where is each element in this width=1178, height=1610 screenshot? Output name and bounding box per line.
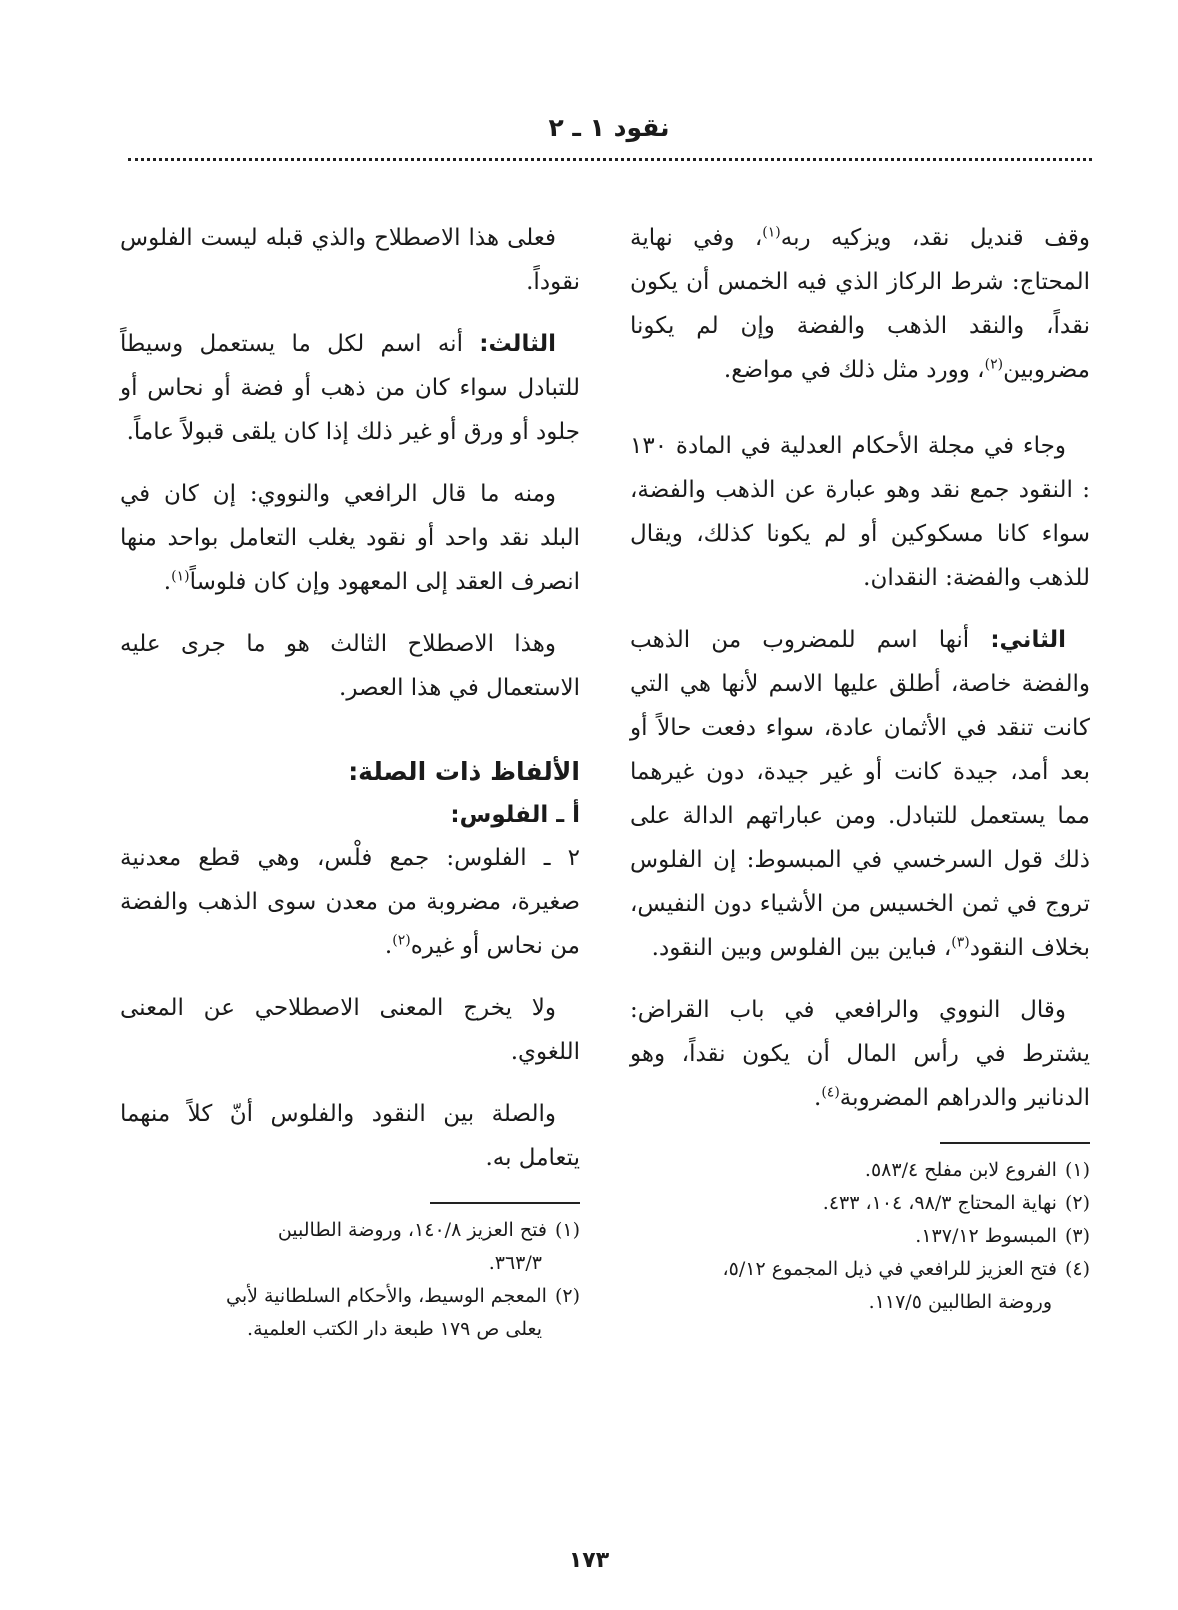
paragraph-text: ، وورد مثل ذلك في مواضع.: [723, 357, 985, 383]
footnote-text: المبسوط ١٣٧/١٢.: [915, 1225, 1057, 1247]
page-number: ١٧٣: [568, 1548, 610, 1573]
paragraph-text: ، فباين بين الفلوس وبين النقود.: [651, 935, 952, 961]
paragraph-text: ومنه ما قال الرافعي والنووي: إن كان في البلد نقد واحد أو نقود يغلب التعامل بواحد منها انصرف العقد إلى المعهود وإن كان فلوساً: [120, 481, 580, 595]
paragraph: ولا يخرج المعنى الاصطلاحي عن المعنى اللغوي.: [120, 995, 580, 1065]
paragraph-text: .: [163, 569, 172, 595]
footnote: [630, 1220, 1090, 1253]
footnote-rule: [430, 1202, 580, 1204]
footnote: [120, 1214, 580, 1247]
footnote-text: الفروع لابن مفلح ٥٨٣/٤.: [864, 1159, 1057, 1181]
definition-lead: الثالث:: [479, 331, 556, 357]
paragraph-text: ، وفي نهاية المحتاج: شرط الركاز الذي فيه الخمس أن يكون نقداً، والنقد الذهب والفضة وإن لم يكونا مضروبين: [630, 225, 1090, 383]
paragraph-text: أنها اسم للمضروب من الذهب والفضة خاصة، أطلق عليها الاسم لأنها هي التي كانت تنقد في الأثمان عادة، سواء دفعت حالاً أو بعد أمد، جيدة كانت أو غير جيدة، دون غيرهما مما يستعمل للتبادل. ومن عباراتهم الدالة على ذلك قول السرخسي في المبسوط: إن الفلوس تروج في ثمن الخسيس من الأشياء دون النفيس، بخلاف النقود: [630, 627, 1090, 961]
paragraph: [120, 836, 580, 968]
footnote-number: (٢): [554, 1285, 580, 1307]
footnote: [630, 1253, 1090, 1286]
dotted-header-rule: [128, 158, 1092, 161]
left-column: [120, 216, 580, 1346]
paragraph-text: .: [384, 933, 393, 959]
footnote-text: فتح العزيز ١٤٠/٨، وروضة الطالبين: [277, 1219, 547, 1241]
footnotes: [630, 1154, 1090, 1319]
paragraph: فعلى هذا الاصطلاح والذي قبله ليست الفلوس نقوداً.: [120, 225, 580, 295]
paragraph-text: ٢ ـ الفلوس: جمع فلْس، وهي قطع معدنية صغيرة، مضروبة من معدن سوى الذهب والفضة من نحاس أو غيره: [120, 845, 580, 959]
paragraph-text: أنه اسم لكل ما يستعمل وسيطاً للتبادل سواء كان من ذهب أو فضة أو نحاس أو جلود أو ورق أو غير ذلك إذا كان يلقى قبولاً عاماً.: [120, 331, 580, 445]
paragraph: [630, 988, 1090, 1120]
footnote-number: (٣): [1064, 1225, 1090, 1247]
footnote-text: فتح العزيز للرافعي في ذيل المجموع ٥/١٢،: [722, 1258, 1057, 1280]
paragraph-text: وقف قنديل نقد، ويزكيه ربه: [780, 225, 1090, 251]
paragraph: وهذا الاصطلاح الثالث هو ما جرى عليه الاستعمال في هذا العصر.: [120, 631, 580, 701]
footnote-text: نهاية المحتاج ٩٨/٣، ١٠٤، ٤٣٣.: [822, 1192, 1057, 1214]
subsection-heading: أ ـ الفلوس:: [450, 802, 580, 828]
footnote-continuation: وروضة الطالبين ١١٧/٥.: [868, 1291, 1052, 1313]
paragraph: [120, 322, 580, 454]
paragraph: [630, 216, 1090, 392]
footnote: [630, 1187, 1090, 1220]
footnote-continuation: يعلى ص ١٧٩ طبعة دار الكتب العلمية.: [247, 1318, 542, 1340]
paragraph: والصلة بين النقود والفلوس أنّ كلاً منهما يتعامل به.: [120, 1101, 580, 1171]
footnote-number: (٢): [1064, 1192, 1090, 1214]
paragraph-text: وقال النووي والرافعي في باب القراض: يشترط في رأس المال أن يكون نقداً، وهو الدنانير والدراهم المضروبة: [630, 997, 1090, 1111]
paragraph: [630, 618, 1090, 970]
paragraph: وجاء في مجلة الأحكام العدلية في المادة ١٣٠ : النقود جمع نقد وهو عبارة عن الذهب والفضة، سواء كانا مسكوكين أو لم يكونا كذلك، ويقال للذهب والفضة: النقدان.: [630, 433, 1090, 591]
footnote-ref: (٤): [821, 1084, 840, 1101]
right-column: [630, 216, 1090, 1319]
footnote-number: (١): [554, 1219, 580, 1241]
footnote-ref: (١): [762, 224, 781, 241]
paragraph: [120, 472, 580, 604]
footnote-number: (١): [1064, 1159, 1090, 1181]
footnote-rule: [940, 1142, 1090, 1144]
footnote-ref: (٢): [392, 932, 411, 949]
footnote-continuation: ٣٦٣/٣.: [488, 1252, 542, 1274]
footnote-number: (٤): [1064, 1258, 1090, 1280]
footnote: [630, 1154, 1090, 1187]
definition-lead: الثاني:: [990, 627, 1066, 653]
footnote-text: المعجم الوسيط، والأحكام السلطانية لأبي: [226, 1285, 547, 1307]
footnotes: [120, 1214, 580, 1346]
footnote-ref: (١): [171, 568, 190, 585]
running-title: نقود ١ ـ ٢: [548, 113, 670, 142]
footnote: [120, 1280, 580, 1313]
footnote-ref: (٣): [951, 934, 970, 951]
section-heading: الألفاظ ذات الصلة:: [348, 757, 580, 786]
paragraph-text: .: [814, 1085, 822, 1111]
footnote-ref: (٢): [984, 356, 1004, 373]
